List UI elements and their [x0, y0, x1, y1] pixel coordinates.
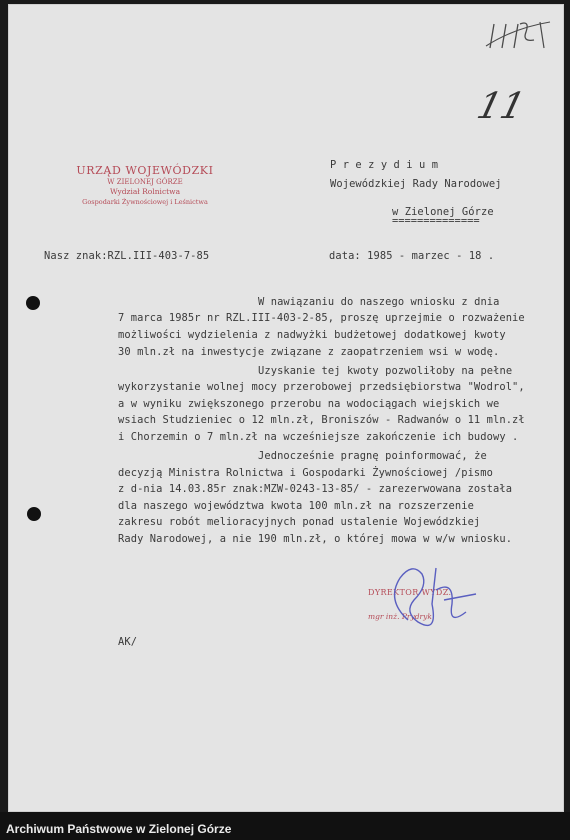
body-line: 30 mln.zł na inwestycje związane z zaopatrzeniem wsi w wodę.	[118, 346, 500, 358]
punch-hole	[27, 507, 41, 521]
stamp-line-city: W ZIELONEJ GÓRZE	[107, 178, 183, 186]
body-line: możliwości wydzielenia z nadwyżki budżetowej dodatkowej kwoty	[118, 329, 506, 341]
body-line: a w wyniku zwiększonego przerobu na wodociągach wiejskich we	[118, 398, 500, 410]
stamp-line-division: Gospodarki Żywnościowej i Leśnictwa	[82, 198, 208, 206]
signature-stamp-name: mgr inż. Prydryk	[368, 612, 432, 621]
body-line: 7 marca 1985r nr RZL.III-403-2-85, proszę uprzejmie o rozważenie	[118, 312, 525, 324]
body-line: z d-nia 14.03.85r znak:MZW-0243-13-85/ - zarezerwowana została	[118, 483, 513, 495]
body-line: Uzyskanie tej kwoty pozwoliłoby na pełne	[258, 365, 513, 377]
recipient-line-3: w Zielonej Górze	[392, 206, 494, 218]
document-page	[8, 4, 564, 812]
body-line: dla naszego województwa kwota 100 mln.zł na rozszerzenie	[118, 500, 474, 512]
body-line: W nawiązaniu do naszego wniosku z dnia	[258, 296, 500, 308]
handwritten-signature	[378, 560, 498, 640]
archive-name: Archiwum Państwowe w Zielonej Górze	[6, 822, 232, 836]
recipient-line-1: P r e z y d i u m	[330, 159, 439, 171]
body-line: zakresu robót melioracyjnych ponad ustalenie Wojewódzkiej	[118, 516, 481, 528]
punch-hole	[26, 296, 40, 310]
stamp-line-department: Wydział Rolnictwa	[109, 187, 181, 196]
signature-stamp-title: DYREKTOR WYDZ.	[368, 588, 452, 597]
recipient-line-2: Wojewódzkiej Rady Narodowej	[330, 178, 502, 190]
sender-stamp	[60, 164, 230, 206]
letter-date: data: 1985 - marzec - 18 .	[329, 250, 495, 262]
body-line: Rady Narodowej, a nie 190 mln.zł, o której mowa w w/w wniosku.	[118, 533, 513, 545]
body-line: Jednocześnie pragnę poinformować, że	[258, 450, 487, 462]
stamp-line-office: URZĄD WOJEWÓDZKI	[76, 164, 214, 177]
recipient-underline: ==============	[392, 215, 480, 227]
body-line: decyzją Ministra Rolnictwa i Gospodarki Żywnościowej /pismo	[118, 467, 493, 479]
archive-footer	[0, 812, 570, 840]
body-line: wsiach Studzieniec o 12 mln.zł, Broniszów - Radwanów o 11 mln.zł	[118, 414, 525, 426]
handwritten-crossed-number	[484, 18, 554, 52]
body-line: i Chorzemin o 7 mln.zł na wcześniejsze zakończenie ich budowy .	[118, 431, 519, 443]
body-line: wykorzystanie wolnej mocy przerobowej przedsiębiorstwa "Wodrol",	[118, 381, 525, 393]
reference-number: Nasz znak:RZL.III-403-7-85	[44, 250, 210, 262]
handwritten-page-number: 11	[472, 86, 529, 127]
typist-initials: AK/	[118, 636, 138, 648]
